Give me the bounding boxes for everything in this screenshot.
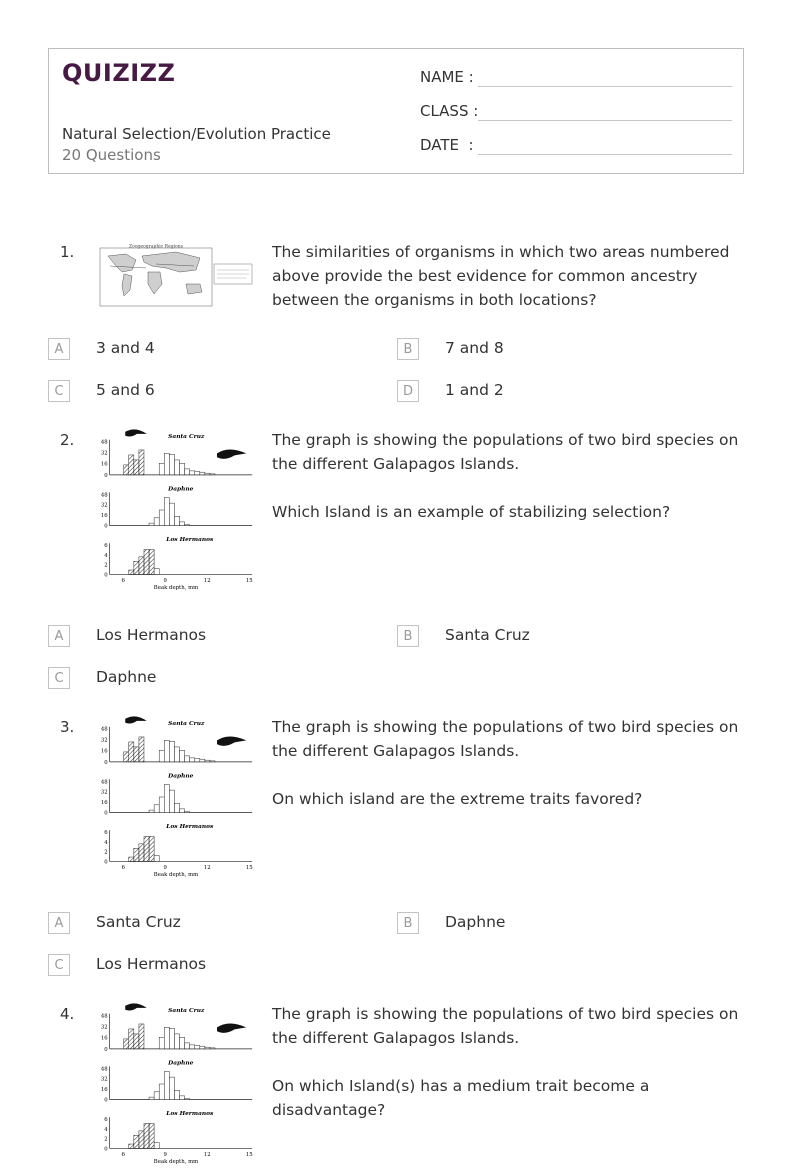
question-3-number: 3.: [60, 718, 75, 736]
beak-depth-histogram: [96, 428, 256, 592]
y-tick-label: 0: [104, 572, 108, 579]
y-tick-label: 16: [100, 800, 108, 807]
x-tick-label: 12: [203, 578, 211, 585]
open-bar: [185, 1043, 190, 1049]
map-title: Zoogeographic Regions: [129, 244, 183, 250]
y-tick-label: 32: [100, 737, 108, 744]
option-text: 1 and 2: [445, 381, 504, 399]
option-text: 5 and 6: [96, 381, 155, 399]
open-bar: [205, 760, 210, 762]
hatched-bar: [139, 1131, 144, 1149]
option-letter: B: [397, 912, 419, 934]
open-bar: [154, 1092, 159, 1100]
open-bar: [185, 525, 190, 526]
question-4-prompt: On which Island(s) has a medium trait become a disadvantage?: [272, 1077, 650, 1119]
open-bar: [185, 469, 190, 475]
x-tick-label: 15: [245, 1152, 253, 1159]
option-text: Los Hermanos: [96, 626, 207, 644]
option-text: Santa Cruz: [96, 913, 181, 931]
island-label: Daphne: [168, 773, 194, 780]
quizizz-logo: QUIZIZZ: [62, 59, 176, 87]
x-axis-label: Beak depth, mm: [153, 1159, 199, 1166]
island-label: Santa Cruz: [168, 1007, 205, 1014]
question-1-option-a[interactable]: [48, 338, 348, 362]
question-3-option-c[interactable]: [48, 954, 348, 978]
open-bar: [205, 1047, 210, 1049]
open-bar: [154, 569, 159, 575]
y-tick-label: 0: [104, 1097, 108, 1104]
name-field[interactable]: [420, 68, 474, 86]
option-text: Santa Cruz: [445, 626, 530, 644]
finch-icon: [125, 429, 146, 436]
hatched-bar: [139, 450, 144, 475]
question-3-text: [272, 715, 742, 811]
option-text: 7 and 8: [445, 339, 504, 357]
question-4-number: 4.: [60, 1005, 75, 1023]
question-2-prompt: Which Island is an example of stabilizing selection?: [272, 503, 671, 521]
name-line: [478, 86, 732, 87]
class-line: [478, 120, 732, 121]
open-bar: [154, 1143, 159, 1149]
option-letter: A: [48, 625, 70, 647]
open-bar: [185, 1099, 190, 1100]
hatched-bar: [149, 550, 154, 575]
open-bar: [185, 756, 190, 762]
worksheet-header: [48, 48, 744, 174]
question-2-number: 2.: [60, 431, 75, 449]
option-text: Daphne: [96, 668, 157, 686]
open-bar: [180, 750, 185, 762]
option-letter: A: [48, 338, 70, 360]
question-2-paragraph: The graph is showing the populations of two bird species on the different Galapagos Islands.: [272, 431, 739, 473]
hatched-bar: [124, 1039, 129, 1049]
open-bar: [159, 750, 164, 762]
hatched-bar: [124, 465, 129, 475]
open-bar: [174, 516, 179, 525]
question-1-paragraph: The similarities of organisms in which two areas numbered above provide the best evidence for common ancestry between the organisms in both locations?: [272, 243, 730, 309]
y-tick-label: 2: [104, 849, 108, 856]
open-bar: [154, 805, 159, 813]
open-bar: [164, 453, 169, 475]
open-bar: [190, 471, 195, 475]
y-tick-label: 32: [100, 502, 108, 509]
hatched-bar: [144, 1124, 149, 1149]
open-bar: [190, 758, 195, 762]
question-4-text: [272, 1002, 742, 1122]
open-bar: [169, 741, 174, 762]
hatched-bar: [139, 1024, 144, 1049]
open-bar: [169, 790, 174, 812]
finch-icon: [217, 1023, 246, 1032]
question-3-paragraph: The graph is showing the populations of two bird species on the different Galapagos Islands.: [272, 718, 739, 760]
x-tick-label: 9: [163, 578, 167, 585]
beak-depth-histogram: [96, 715, 256, 879]
open-bar: [159, 797, 164, 813]
question-2-graph-slot: [96, 428, 256, 596]
hatched-bar: [129, 1144, 134, 1148]
x-tick-label: 15: [245, 865, 253, 872]
x-tick-label: 12: [203, 1152, 211, 1159]
question-2-option-a[interactable]: [48, 625, 348, 649]
x-axis-label: Beak depth, mm: [153, 872, 199, 879]
open-bar: [180, 463, 185, 475]
hatched-bar: [139, 844, 144, 862]
open-bar: [190, 1045, 195, 1049]
open-bar: [164, 1072, 169, 1100]
question-1-text: [272, 240, 742, 312]
question-4-paragraph: The graph is showing the populations of two bird species on the different Galapagos Islands.: [272, 1005, 739, 1047]
open-bar: [180, 522, 185, 526]
open-bar: [195, 1046, 200, 1049]
hatched-bar: [124, 752, 129, 762]
island-label: Santa Cruz: [168, 720, 205, 727]
hatched-bar: [149, 1124, 154, 1149]
y-tick-label: 16: [100, 748, 108, 755]
hatched-bar: [144, 837, 149, 862]
open-bar: [169, 503, 174, 525]
date-field[interactable]: [420, 136, 474, 154]
open-bar: [205, 473, 210, 475]
y-tick-label: 4: [104, 1126, 108, 1133]
question-1-option-b[interactable]: [397, 338, 697, 362]
y-tick-label: 6: [104, 1117, 108, 1124]
open-bar: [159, 463, 164, 475]
y-tick-label: 16: [100, 1035, 108, 1042]
hatched-bar: [139, 737, 144, 762]
beak-depth-histogram: [96, 1002, 256, 1166]
question-2-text: [272, 428, 742, 524]
open-bar: [149, 523, 154, 525]
open-bar: [210, 474, 215, 475]
y-tick-label: 6: [104, 543, 108, 550]
y-tick-label: 2: [104, 1136, 108, 1143]
open-bar: [174, 1090, 179, 1099]
hatched-bar: [134, 747, 139, 762]
question-3-prompt: On which island are the extreme traits favored?: [272, 790, 643, 808]
y-tick-label: 0: [104, 1046, 108, 1053]
open-bar: [164, 498, 169, 526]
option-letter: B: [397, 625, 419, 647]
name-label: NAME :: [420, 68, 474, 86]
open-bar: [164, 740, 169, 762]
open-bar: [174, 1034, 179, 1049]
island-label: Daphne: [168, 1060, 194, 1067]
open-bar: [210, 1048, 215, 1049]
question-1-option-d[interactable]: [397, 380, 697, 404]
finch-icon: [217, 736, 246, 745]
x-tick-label: 6: [121, 578, 125, 585]
finch-icon: [125, 716, 146, 723]
hatched-bar: [134, 1135, 139, 1148]
open-bar: [195, 759, 200, 762]
y-tick-label: 0: [104, 759, 108, 766]
y-tick-label: 4: [104, 552, 108, 559]
y-tick-label: 16: [100, 513, 108, 520]
island-label: Los Hermanos: [166, 537, 214, 544]
open-bar: [159, 1084, 164, 1100]
open-bar: [195, 472, 200, 475]
open-bar: [210, 761, 215, 762]
question-4-graph-slot: [96, 1002, 256, 1170]
x-tick-label: 9: [163, 865, 167, 872]
hatched-bar: [134, 561, 139, 574]
hatched-bar: [129, 455, 134, 475]
open-bar: [149, 810, 154, 812]
hatched-bar: [144, 550, 149, 575]
option-letter: C: [48, 380, 70, 402]
open-bar: [164, 785, 169, 813]
island-label: Santa Cruz: [168, 433, 205, 440]
question-2-option-b[interactable]: [397, 625, 697, 649]
y-tick-label: 0: [104, 810, 108, 817]
finch-icon: [125, 1003, 146, 1010]
option-letter: B: [397, 338, 419, 360]
hatched-bar: [134, 1034, 139, 1049]
option-letter: D: [397, 380, 419, 402]
worksheet-title: Natural Selection/Evolution Practice: [62, 125, 331, 143]
open-bar: [185, 812, 190, 813]
y-tick-label: 32: [100, 1076, 108, 1083]
y-tick-label: 32: [100, 1024, 108, 1031]
date-line: [478, 154, 732, 155]
question-1-number: 1.: [60, 243, 75, 261]
open-bar: [174, 803, 179, 812]
option-text: Los Hermanos: [96, 955, 207, 973]
date-label: DATE :: [420, 136, 474, 154]
island-label: Daphne: [168, 486, 194, 493]
question-count: 20 Questions: [62, 146, 161, 164]
open-bar: [174, 460, 179, 475]
option-text: 3 and 4: [96, 339, 155, 357]
open-bar: [174, 747, 179, 762]
y-tick-label: 0: [104, 472, 108, 479]
open-bar: [169, 454, 174, 475]
hatched-bar: [139, 557, 144, 575]
open-bar: [149, 1097, 154, 1099]
x-tick-label: 6: [121, 865, 125, 872]
x-axis-label: Beak depth, mm: [153, 585, 199, 592]
hatched-bar: [149, 837, 154, 862]
open-bar: [180, 809, 185, 813]
hatched-bar: [129, 1029, 134, 1049]
x-tick-label: 15: [245, 578, 253, 585]
open-bar: [200, 1046, 205, 1049]
question-3-option-b[interactable]: [397, 912, 697, 936]
question-3-graph-slot: [96, 715, 256, 883]
open-bar: [169, 1028, 174, 1049]
y-tick-label: 4: [104, 839, 108, 846]
island-label: Los Hermanos: [166, 1111, 214, 1118]
y-tick-label: 32: [100, 789, 108, 796]
zoogeographic-map-image: [96, 244, 256, 308]
y-tick-label: 48: [100, 439, 108, 446]
y-tick-label: 2: [104, 562, 108, 569]
open-bar: [164, 1027, 169, 1049]
hatched-bar: [129, 742, 134, 762]
open-bar: [159, 1037, 164, 1049]
option-letter: C: [48, 667, 70, 689]
hatched-bar: [134, 460, 139, 475]
y-tick-label: 0: [104, 523, 108, 530]
y-tick-label: 48: [100, 726, 108, 733]
x-tick-label: 9: [163, 1152, 167, 1159]
y-tick-label: 48: [100, 1066, 108, 1073]
island-label: Los Hermanos: [166, 824, 214, 831]
open-bar: [169, 1077, 174, 1099]
question-1-option-c[interactable]: [48, 380, 348, 404]
y-tick-label: 16: [100, 461, 108, 468]
open-bar: [180, 1096, 185, 1100]
y-tick-label: 16: [100, 1087, 108, 1094]
open-bar: [159, 510, 164, 526]
hatched-bar: [134, 848, 139, 861]
option-letter: A: [48, 912, 70, 934]
option-text: Daphne: [445, 913, 506, 931]
x-tick-label: 6: [121, 1152, 125, 1159]
y-tick-label: 48: [100, 779, 108, 786]
question-3-option-a[interactable]: [48, 912, 348, 936]
question-2-option-c[interactable]: [48, 667, 348, 691]
open-bar: [200, 472, 205, 475]
hatched-bar: [129, 857, 134, 861]
y-tick-label: 48: [100, 1013, 108, 1020]
y-tick-label: 48: [100, 492, 108, 499]
hatched-bar: [129, 570, 134, 574]
open-bar: [154, 518, 159, 526]
class-label: CLASS :: [420, 102, 479, 120]
open-bar: [180, 1037, 185, 1049]
x-tick-label: 12: [203, 865, 211, 872]
finch-icon: [217, 449, 246, 458]
class-field[interactable]: [420, 102, 478, 120]
open-bar: [200, 759, 205, 762]
option-letter: C: [48, 954, 70, 976]
open-bar: [154, 856, 159, 862]
y-tick-label: 0: [104, 859, 108, 866]
y-tick-label: 0: [104, 1146, 108, 1153]
y-tick-label: 32: [100, 450, 108, 457]
y-tick-label: 6: [104, 830, 108, 837]
